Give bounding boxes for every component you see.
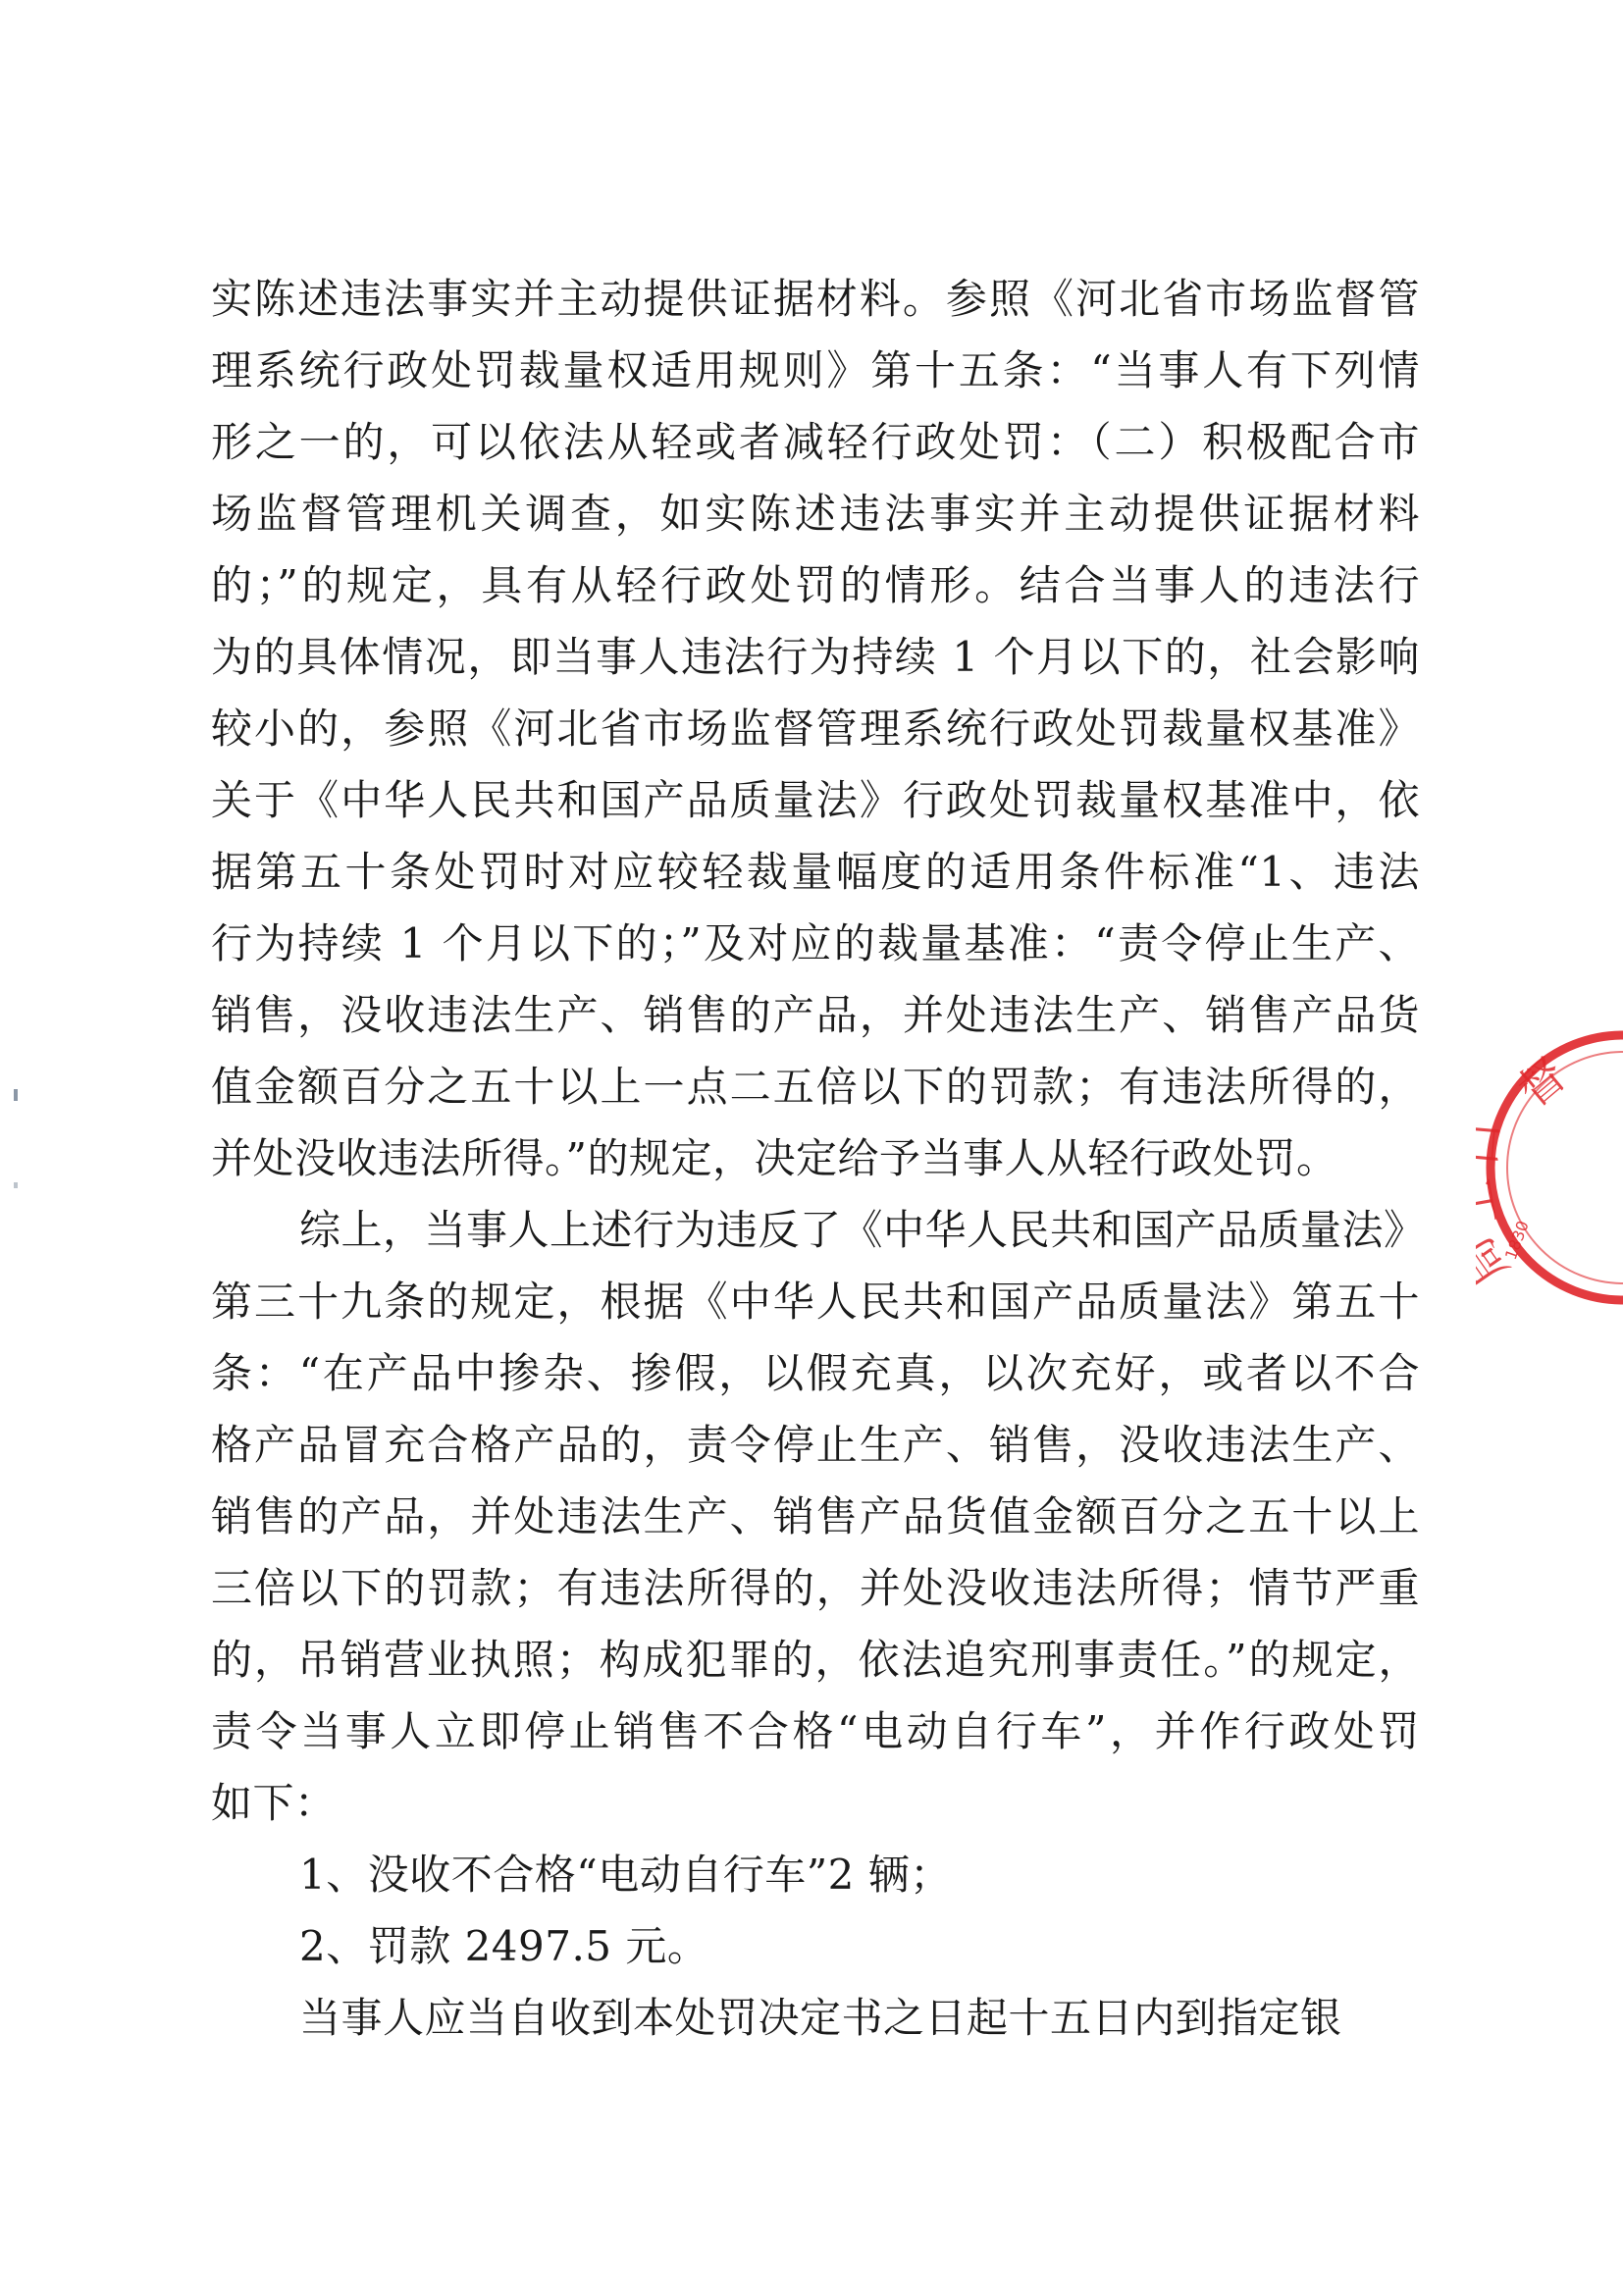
seal-number: 1830 [1500, 1218, 1533, 1263]
text-line: 1、没收不合格“电动自行车”2 辆； [299, 1851, 952, 1899]
text-line: 据第五十条处罚时对应较轻裁量幅度的适用条件标准“1、违法 [211, 848, 1420, 896]
text-line: 第三十九条的规定，根据《中华人民共和国产品质量法》第五十 [211, 1278, 1420, 1326]
text-line: 当事人应当自收到本处罚决定书之日起十五日内到指定银 [299, 1994, 1342, 2042]
scan-artifact [14, 1089, 18, 1101]
text-line: 三倍以下的罚款；有违法所得的，并处没收违法所得；情节严重 [211, 1564, 1420, 1612]
scan-artifact [14, 1182, 18, 1188]
seal-char-1: 督 [1507, 1047, 1577, 1118]
text-line: 格产品冒充合格产品的，责令停止生产、销售，没收违法生产、 [211, 1421, 1420, 1469]
paragraph [211, 1982, 1420, 2054]
text-line: 2、罚款 2497.5 元。 [299, 1922, 709, 1970]
text-line: 理系统行政处罚裁量权适用规则》第十五条：“当事人有下列情 [211, 346, 1420, 394]
paragraph [211, 1910, 1420, 1982]
text-line: 的，吊销营业执照；构成犯罪的，依法追究刑事责任。”的规定， [211, 1636, 1420, 1684]
text-line: 值金额百分之五十以上一点二五倍以下的罚款；有违法所得的， [211, 1063, 1420, 1111]
text-line: 的；”的规定，具有从轻行政处罚的情形。结合当事人的违法行 [211, 561, 1420, 609]
paragraph [211, 263, 1420, 1194]
text-line: 并处没收违法所得。”的规定，决定给予当事人从轻行政处罚。 [211, 1134, 1338, 1182]
text-line: 综上，当事人上述行为违反了《中华人民共和国产品质量法》 [299, 1206, 1426, 1254]
text-line: 条：“在产品中掺杂、掺假，以假充真，以次充好，或者以不合 [211, 1349, 1420, 1397]
seal-char-4: 局 [1476, 1227, 1520, 1295]
text-line: 销售的产品，并处违法生产、销售产品货值金额百分之五十以上 [211, 1492, 1420, 1540]
seal-char-2: 口 [1476, 1119, 1510, 1169]
text-line: 行为持续 1 个月以下的；”及对应的裁量基准：“责令停止生产、 [211, 919, 1420, 967]
paragraph [211, 1194, 1426, 1839]
text-line: 较小的，参照《河北省市场监督管理系统行政处罚裁量权基准》 [211, 704, 1420, 753]
text-line: 场监督管理机关调查，如实陈述违法事实并主动提供证据材料 [211, 490, 1420, 538]
text-line: 为的具体情况，即当事人违法行为持续 1 个月以下的，社会影响 [211, 633, 1420, 681]
paragraph [211, 1839, 1420, 1910]
text-line: 实陈述违法事实并主动提供证据材料。参照《河北省市场监督管 [211, 275, 1420, 323]
seal-char-3: 上 [1476, 1174, 1506, 1229]
text-line: 如下： [211, 1779, 337, 1827]
seal-inner-ring [1507, 1052, 1623, 1283]
document-body [211, 263, 1426, 2054]
text-line: 销售，没收违法生产、销售的产品，并处违法生产、销售产品货 [211, 991, 1420, 1039]
text-line: 形之一的，可以依法从轻或者减轻行政处罚：（二）积极配合市 [211, 418, 1420, 466]
official-seal [1476, 1020, 1623, 1315]
text-line: 责令当事人立即停止销售不合格“电动自行车”，并作行政处罚 [211, 1707, 1420, 1755]
text-line: 关于《中华人民共和国产品质量法》行政处罚裁量权基准中，依 [211, 776, 1420, 824]
seal-outer-ring [1491, 1035, 1623, 1300]
